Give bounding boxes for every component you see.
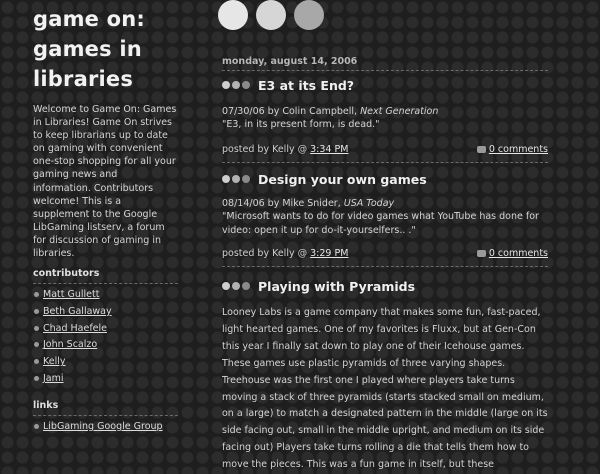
post-meta [222,197,548,210]
comments-link[interactable]: 0 comments [488,248,548,260]
comments [477,144,548,155]
contributor-item [33,371,178,388]
header-dot-1 [218,0,248,30]
post-footer [222,144,548,158]
post-separator [222,266,548,267]
post-dot [242,282,250,290]
post-title-text: Playing with Pyramids [258,279,416,294]
contributors-heading: contributors [33,268,178,284]
bullet-icon [34,292,39,297]
contributor-item [33,304,178,321]
post-title [222,171,548,189]
post-title [222,77,548,95]
post-title-text: Design your own games [258,172,427,187]
post-quote: "E3, in its present form, is dead." [222,119,380,131]
comments [477,248,548,259]
post-dot [232,175,240,183]
post [222,77,548,163]
post-title [222,278,548,296]
post-dot [242,175,250,183]
post-meta-prefix: 07/30/06 by Colin Campbell, [222,106,361,117]
post-meta-prefix: 08/14/06 by Mike Snider, [222,198,344,209]
post-body [222,105,548,132]
contributor-link-beth-gallaway[interactable]: Beth Gallaway [43,305,112,317]
contributor-link-john-scalzo[interactable]: John Scalzo [43,339,98,351]
comments-link[interactable]: 0 comments [488,143,548,155]
contributor-link-chad-haefele[interactable]: Chad Haefele [43,322,108,334]
post [222,278,548,474]
site-title-line-3[interactable]: libraries [33,67,134,91]
contributor-item [33,337,178,354]
post-title-text: E3 at its End? [258,78,355,93]
post-permalink-time[interactable]: 3:34 PM [310,143,349,155]
post-dot [232,282,240,290]
contributor-item [33,287,178,304]
post-separator [222,162,548,163]
bullet-icon [34,359,39,364]
site-title-line-2[interactable]: games in [33,37,142,61]
post-body: Looney Labs is a game company that makes some fun, fast-paced, light hearted games. One of my favorites is Fluxx, but at Gen-Con this year I finally sat down to play one of their Icehouse games. These games use plastic pyramids of three varying shapes. Treehouse was the first one I played where players take turns moving a stack of three pyramids (starts stacked small on medium, on a large) to match a designated pattern in the middle (large on its side facing out, small in the middle upright, and medium on its side facing out) Players take turns rolling a die that tells them how to move the pieces. This was a fun game in itself, but these [222,307,548,471]
date-header: monday, august 14, 2006 [222,56,548,71]
post-permalink-time[interactable]: 3:29 PM [310,248,349,260]
post-dot [232,81,240,89]
comment-icon [477,250,486,257]
contributors-list [33,287,178,388]
post-dot [222,282,230,290]
posted-by-text: posted by Kelly @ [222,143,311,155]
contributor-link-matt-gullett[interactable]: Matt Gullett [43,289,100,300]
header-dot-2 [256,0,286,30]
post-source: Next Generation [360,106,439,117]
contributor-link-jami[interactable]: Jami [43,372,64,384]
bullet-icon [34,342,39,347]
contributor-link-kelly[interactable]: Kelly [43,356,66,368]
post [222,171,548,267]
contributor-item [33,354,178,371]
header-dot-3 [294,0,324,30]
bullet-icon [34,376,39,381]
site-title-line-1[interactable]: game on: [33,7,146,31]
posted-by-text: posted by Kelly @ [222,248,311,260]
post-footer [222,248,548,262]
post-meta [222,105,548,118]
post-body [222,197,548,237]
bullet-icon [34,309,39,314]
site-title[interactable] [33,4,178,94]
links-list [33,419,178,436]
contributor-item [33,321,178,338]
link-item [33,419,178,436]
post-quote: "Microsoft wants to do for video games what YouTube has done for video: open it up for do-it-yourselfers.. ." [222,211,539,236]
post-dot [242,81,250,89]
post-dot [222,81,230,89]
post-source: USA Today [343,198,395,209]
sidebar [33,0,178,432]
blog-description: Welcome to Game On: Games in Libraries! Game On strives to keep librarians up to date on gaming with convenient one-stop shopping for all your gaming news and information. Contributors welcome! This is a supplement to the Google LibGaming listserv, a forum for discussion of gaming in libraries. [33,104,177,260]
link-libgaming-google-group[interactable]: LibGaming Google Group [43,421,163,432]
bullet-icon [34,326,39,331]
bullet-icon [34,424,39,429]
links-heading: links [33,400,178,416]
comment-icon [477,146,486,153]
post-dot [222,175,230,183]
